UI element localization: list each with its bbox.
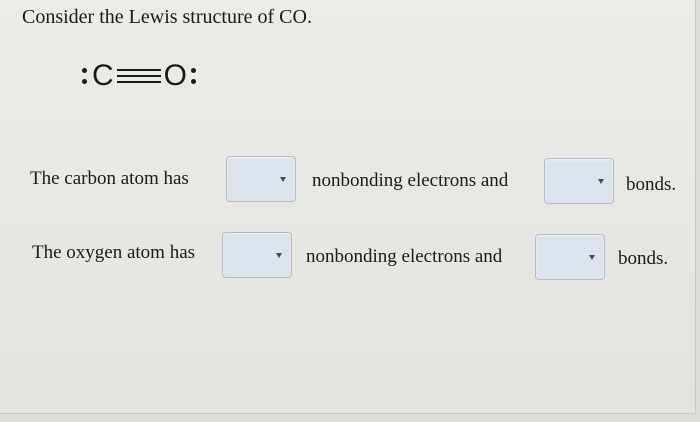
question-title: Consider the Lewis structure of CO.: [22, 6, 312, 28]
chevron-down-icon: [598, 179, 604, 184]
carbon-row: [0, 156, 696, 208]
atom-oxygen-symbol: O: [163, 59, 188, 92]
oxygen-row-prefix: The oxygen atom has: [32, 242, 196, 263]
triple-bond: [117, 68, 161, 84]
chevron-down-icon: [589, 255, 595, 260]
lone-pair-carbon: [82, 65, 88, 87]
carbon-row-prefix: The carbon atom has: [30, 168, 189, 189]
oxygen-bonds-select[interactable]: [535, 234, 605, 280]
chevron-down-icon: [280, 177, 286, 182]
carbon-nonbonding-select[interactable]: [226, 156, 296, 202]
lewis-structure-co: [78, 56, 201, 96]
chevron-down-icon: [276, 253, 282, 258]
oxygen-row-suffix: bonds.: [618, 248, 669, 269]
carbon-bonds-select[interactable]: [544, 158, 614, 204]
oxygen-nonbonding-select[interactable]: [222, 232, 292, 278]
oxygen-row: [0, 232, 696, 284]
lone-pair-oxygen: [191, 65, 197, 87]
carbon-row-suffix: bonds.: [626, 174, 677, 195]
oxygen-row-middle: nonbonding electrons and: [306, 246, 503, 267]
carbon-row-middle: nonbonding electrons and: [312, 170, 509, 191]
atom-carbon-symbol: C: [92, 59, 114, 92]
